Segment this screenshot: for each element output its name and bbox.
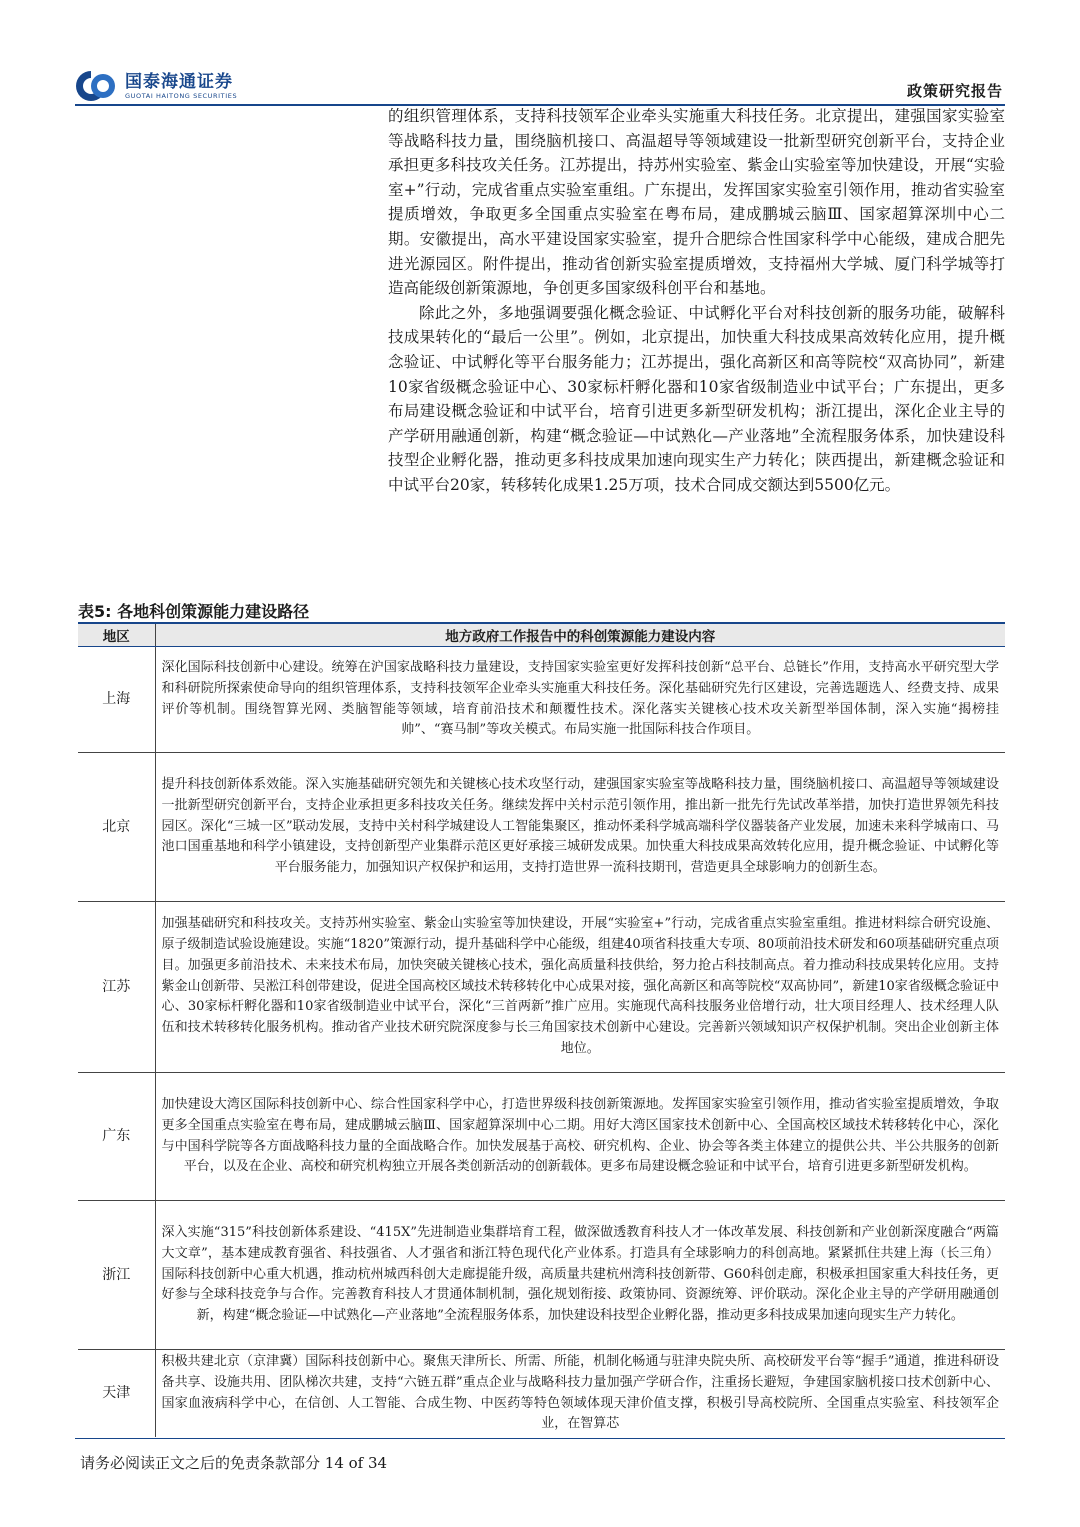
brand-name-cn: 国泰海通证券 — [125, 72, 233, 92]
region-cell: 北京 — [78, 753, 155, 902]
page-header — [75, 64, 1005, 104]
region-cell: 上海 — [78, 647, 155, 753]
table-row — [78, 1201, 1005, 1350]
paragraph-2: 除此之外，多地强调要强化概念验证、中试孵化平台对科技创新的服务功能，破解科技成果转化的“最后一公里”。例如，北京提出，加快重大科技成果高效转化应用，提升概念验证、中试孵化等平台服务能力；江苏提出，强化高新区和高等院校“双高协同”，新建10家省级概念验证中心、30家标杆孵化器和10家省级制造业中试平台；广东提出，更多布局建设概念验证和中试平台，培育引进更多新型研发机构；浙江提出，深化企业主导的产学研用融通创新，构建“概念验证—中试熟化—产业落地”全流程服务体系，加快建设科技型企业孵化器，推动更多科技成果加速向现实生产力转化；陕西提出，新建概念验证和中试平台20家，转移转化成果1.25万项，技术合同成交额达到5500亿元。 — [388, 303, 1005, 494]
table-row — [78, 1073, 1005, 1201]
column-header-content: 地方政府工作报告中的科创策源能力建设内容 — [155, 623, 1005, 647]
table-header-row — [78, 623, 1005, 647]
brand-logo — [75, 68, 237, 104]
brand-logo-icon — [75, 70, 119, 102]
content-cell: 提升科技创新体系效能。深入实施基础研究领先和关键核心技术攻坚行动，建强国家实验室等战略科技力量，围绕脑机接口、高温超导等领域建设一批新型研究创新平台，支持企业承担更多科技攻关任务。继续发挥中关村示范引领作用，推出新一批先行先试改革举措，加快打造世界领先科技园区。深化“三城一区”联动发展，支持中关村科学城建设人工智能集聚区，推动怀柔科学城高端科学仪器装备产业发展，加速未来科学城南口、马池口国重基地和科学小镇建设，支持创新型产业集群示范区更好承接三城研发成果。加快重大科技成果高效转化应用，提升概念验证、中试孵化等平台服务能力，加强知识产权保护和运用，支持打造世界一流科技期刊，营造更具全球影响力的创新生态。 — [155, 753, 1005, 902]
table-row — [78, 753, 1005, 902]
region-cell: 广东 — [78, 1073, 155, 1201]
region-table — [78, 622, 1005, 1437]
footer-disclaimer: 请务必阅读正文之后的免责条款部分 14 of 34 — [80, 1454, 388, 1472]
table-row — [78, 1350, 1005, 1438]
footer-divider — [75, 1438, 1005, 1439]
brand-name-en: GUOTAI HAITONG SECURITIES — [125, 92, 238, 100]
content-cell: 加强基础研究和科技攻关。支持苏州实验室、紫金山实验室等加快建设，开展“实验室+”行动，完成省重点实验室重组。推进材料综合研究设施、原子级制造试验设施建设。实施“1820”策源行动，提升基础科学中心能级，组建40项省科技重大专项、80项前沿技术研发和60项基础研究重点项目。加强更多前沿技术、未来技术布局，加快突破关键核心技术，强化高质量科技供给，努力抢占科技制高点。着力推动科技成果转化应用。支持紫金山创新带、吴淞江科创带建设，促进全国高校区域技术转移转化中心成果对接，强化高新区和高等院校“双高协同”，新建10家省级概念验证中心、30家标杆孵化器和10家省级制造业中试平台，深化“三首两新”推广应用。实施现代高科技服务业倍增行动，壮大项目经理人、技术经理人队伍和技术转移转化服务机构。推动省产业技术研究院深度参与长三角国家技术创新中心建设。完善新兴领域知识产权保护机制。突出企业创新主体地位。 — [155, 902, 1005, 1073]
content-cell: 深入实施“315”科技创新体系建设、“415X”先进制造业集群培育工程，做深做透教育科技人才一体改革发展、科技创新和产业创新深度融合“两篇大文章”，基本建成教育强省、科技强省、人才强省和浙江特色现代化产业体系。打造具有全球影响力的科创高地。紧紧抓住共建上海（长三角）国际科技创新中心重大机遇，推动杭州城西科创大走廊提能升级，高质量共建杭州湾科技创新带、G60科创走廊，积极承担国家重大科技任务，更好参与全球科技竞争与合作。完善教育科技人才贯通体制机制，强化规划衔接、政策协同、资源统筹、评价联动。深化企业主导的产学研用融通创新，构建“概念验证—中试熟化—产业落地”全流程服务体系，加快建设科技型企业孵化器，推动更多科技成果加速向现实生产力转化。 — [155, 1201, 1005, 1350]
column-header-region: 地区 — [78, 623, 155, 647]
paragraph-1: 的组织管理体系，支持科技领军企业牵头实施重大科技任务。北京提出，建强国家实验室等战略科技力量，围绕脑机接口、高温超导等领域建设一批新型研究创新平台，支持企业承担更多科技攻关任务。江苏提出，持苏州实验室、紫金山实验室等加快建设，开展“实验室+”行动，完成省重点实验室重组。广东提出，发挥国家实验室引领作用，推动省实验室提质增效，争取更多全国重点实验室在粤布局，建成鹏城云脑Ⅲ、国家超算深圳中心二期。安徽提出，高水平建设国家实验室，提升合肥综合性国家科学中心能级，建成合肥先进光源园区。附件提出，推动省创新实验室提质增效，支持福州大学城、厦门科学城等打造高能级创新策源地，争创更多国家级科创平台和基地。 — [388, 107, 1005, 298]
body-text — [388, 104, 1005, 498]
content-cell: 积极共建北京（京津冀）国际科技创新中心。聚焦天津所长、所需、所能，机制化畅通与驻津央院央所、高校研发平台等“握手”通道，推进科研设备共享、设施共用、团队梯次共建，支持“六链五群”重点企业与战略科技力量加强产学研合作，注重扬长避短，争建国家脑机接口技术创新中心、国家血液病科学中心，在信创、人工智能、合成生物、中医药等特色领域体现天津价值支撑，积极引导高校院所、全国重点实验室、科技领军企业，在智算芯 — [161, 1354, 999, 1432]
table-row — [78, 647, 1005, 753]
content-cell: 深化国际科技创新中心建设。统筹在沪国家战略科技力量建设，支持国家实验室更好发挥科技创新“总平台、总链长”作用，支持高水平研究型大学和科研院所探索使命导向的组织管理体系，支持科技领军企业牵头实施重大科技任务。深化基础研究先行区建设，完善选题选人、经费支持、成果评价等机制。围绕智算光网、类脑智能等领域，培育前沿技术和颠覆性技术。深化落实关键核心技术攻关新型举国体制，深入实施“揭榜挂帅”、“赛马制”等攻关模式。布局实施一批国际科技合作项目。 — [155, 647, 1005, 753]
content-cell: 加快建设大湾区国际科技创新中心、综合性国家科学中心，打造世界级科技创新策源地。发挥国家实验室引领作用，推动省实验室提质增效，争取更多全国重点实验室在粤布局，建成鹏城云脑Ⅲ、国家超算深圳中心二期。用好大湾区国家技术创新中心、全国高校区域技术转移转化中心，深化与中国科学院等各方面战略科技力量的全面战略合作。加快发展基于高校、研究机构、企业、协会等各类主体建立的提供公共、半公共服务的创新平台，以及在企业、高校和研究机构独立开展各类创新活动的创新载体。更多布局建设概念验证和中试平台，培育引进更多新型研发机构。 — [155, 1073, 1005, 1201]
region-cell: 天津 — [78, 1350, 155, 1438]
table-row — [78, 902, 1005, 1073]
region-cell: 浙江 — [78, 1201, 155, 1350]
document-type: 政策研究报告 — [906, 82, 1003, 100]
table-title: 表5: 各地科创策源能力建设路径 — [78, 602, 310, 621]
region-cell: 江苏 — [78, 902, 155, 1073]
